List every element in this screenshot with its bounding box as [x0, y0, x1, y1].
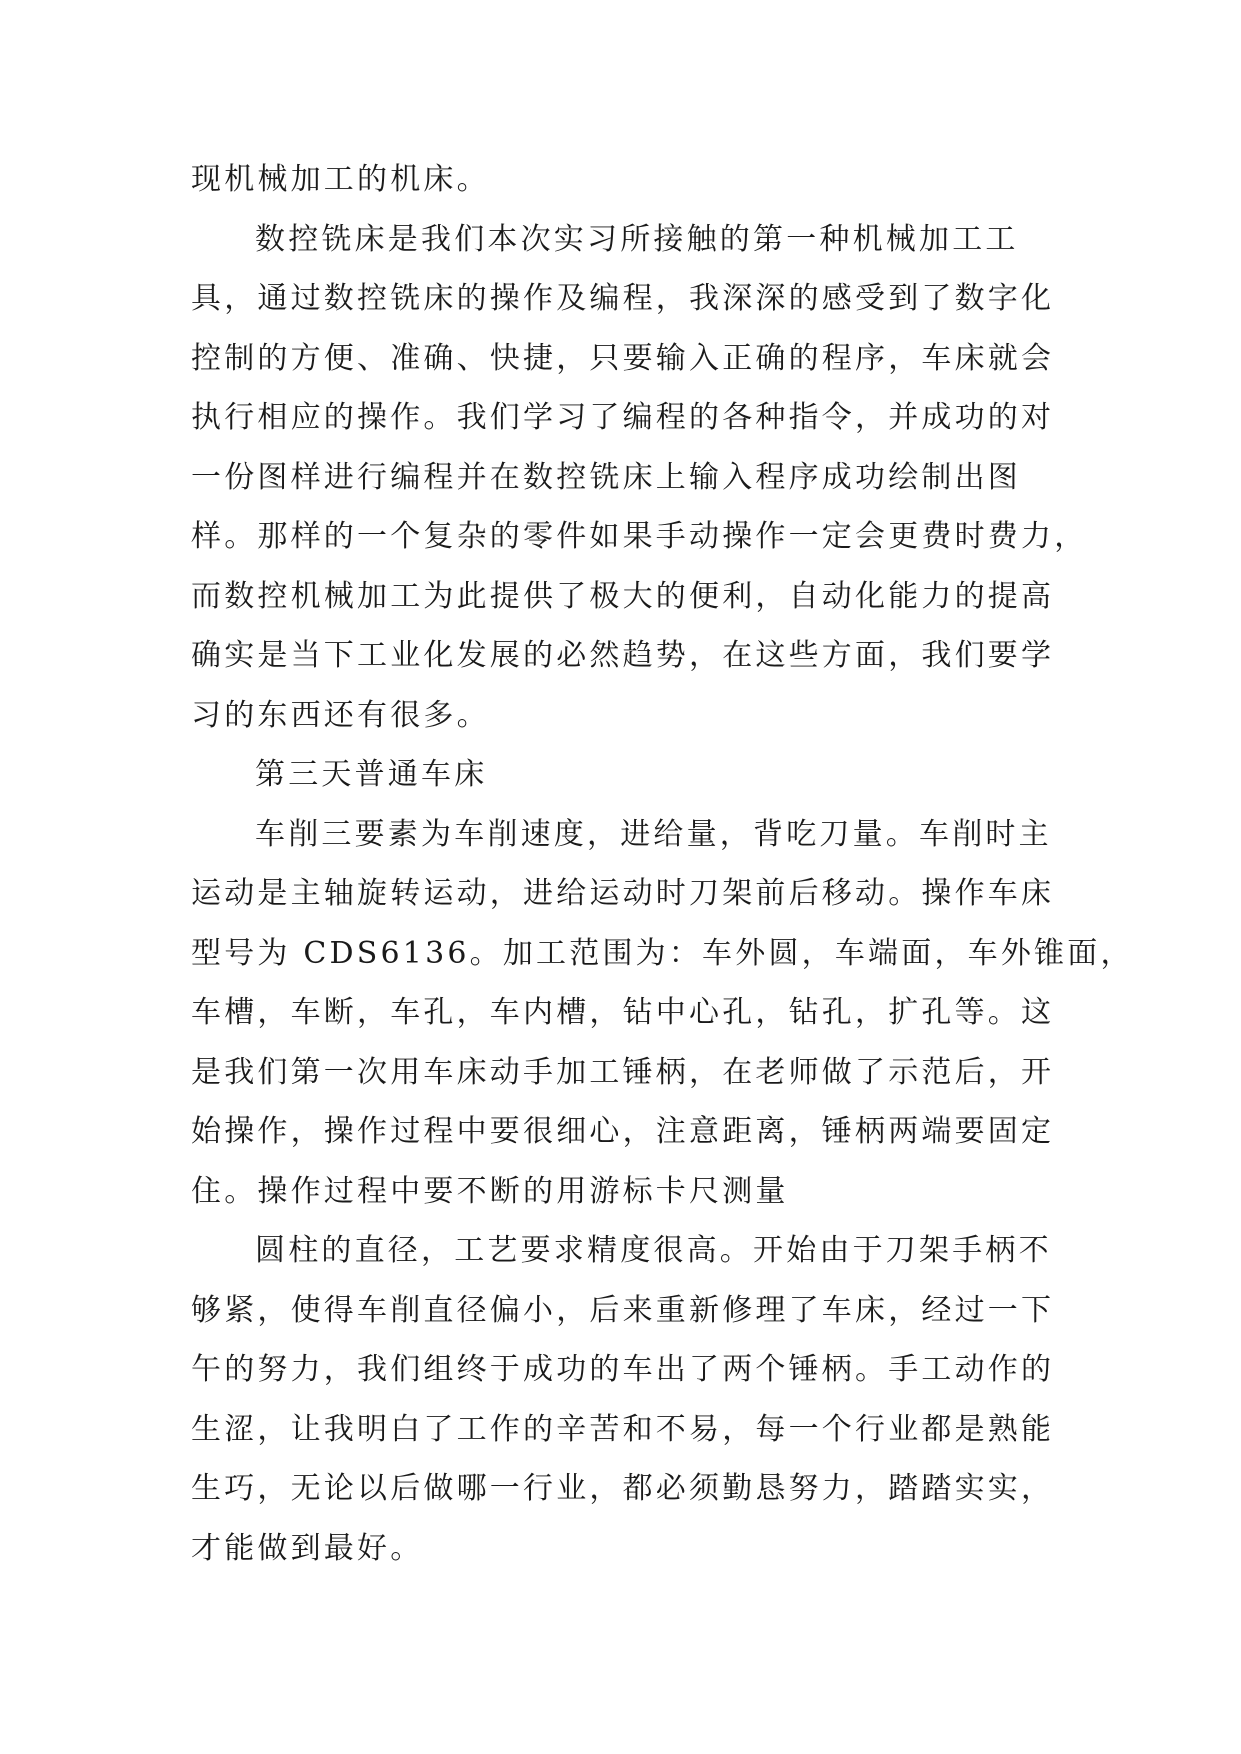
paragraph-start-line: 车削三要素为车削速度，进给量，背吃刀量。车削时主	[255, 816, 1052, 852]
text-line: 才能做到最好。	[191, 1530, 424, 1566]
text-line: 住。操作过程中要不断的用游标卡尺测量	[191, 1173, 789, 1209]
text-line: 具，通过数控铣床的操作及编程，我深深的感受到了数字化	[191, 281, 1055, 316]
section-heading: 第三天普通车床	[255, 757, 488, 792]
text-line: 控制的方便、准确、快捷，只要输入正确的程序，车床就会	[191, 340, 1055, 376]
paragraph-start-line: 圆柱的直径，工艺要求精度很高。开始由于刀架手柄不	[255, 1233, 1052, 1268]
text-line: 运动是主轴旋转运动，进给运动时刀架前后移动。操作车床	[191, 876, 1055, 911]
text-line: 确实是当下工业化发展的必然趋势，在这些方面，我们要学	[191, 638, 1055, 673]
text-line: 型号为 CDS6136。加工范围为：车外圆，车端面，车外锥面，	[191, 935, 1134, 971]
paragraph-start-line: 数控铣床是我们本次实习所接触的第一种机械加工工	[255, 221, 1019, 257]
text-line: 而数控机械加工为此提供了极大的便利，自动化能力的提高	[191, 578, 1055, 614]
text-line: 是我们第一次用车床动手加工锤柄，在老师做了示范后，开	[191, 1054, 1055, 1090]
text-line: 执行相应的操作。我们学习了编程的各种指令，并成功的对	[191, 400, 1055, 435]
text-line: 车槽，车断，车孔，车内槽，钻中心孔，钻孔，扩孔等。这	[191, 995, 1055, 1030]
text-line: 习的东西还有很多。	[191, 697, 490, 733]
text-line: 现机械加工的机床。	[191, 162, 490, 197]
text-line: 午的努力，我们组终于成功的车出了两个锤柄。手工动作的	[191, 1352, 1055, 1387]
text-line: 生涩，让我明白了工作的辛苦和不易，每一个行业都是熟能	[191, 1411, 1055, 1447]
text-line: 一份图样进行编程并在数控铣床上输入程序成功绘制出图	[191, 459, 1021, 495]
text-line: 够紧，使得车削直径偏小，后来重新修理了车床，经过一下	[191, 1292, 1055, 1328]
text-line: 生巧，无论以后做哪一行业，都必须勤恳努力，踏踏实实，	[191, 1471, 1055, 1506]
text-line: 始操作，操作过程中要很细心，注意距离，锤柄两端要固定	[191, 1114, 1055, 1149]
document-body	[191, 150, 1134, 1578]
text-line: 样。那样的一个复杂的零件如果手动操作一定会更费时费力，	[191, 519, 1088, 554]
